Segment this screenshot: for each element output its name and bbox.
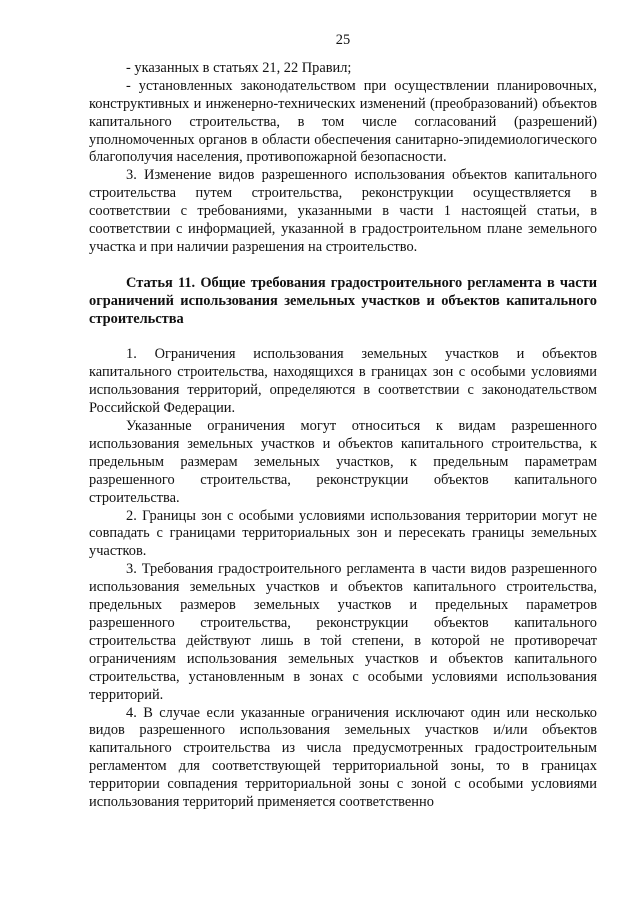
- paragraph-part-1: 1. Ограничения использования земельных участков и объектов капитального строительства, находящихся в границах зон с особыми условиями использования территорий, определяются в соответствии с законодательством Российской Федерации.: [89, 346, 597, 417]
- spacer: [89, 328, 597, 346]
- paragraph-part-3: 3. Изменение видов разрешенного использования объектов капитального строительства путем строительства, реконструкции осуществляется в соответствии с требованиями, указанными в части 1 настоящей статьи, в соответствии с информацией, указанной в градостроительном плане земельного участка и при наличии разрешения на строительство.: [89, 167, 597, 255]
- article-heading: Статья 11. Общие требования градостроительного регламента в части ограничений использования земельных участков и объектов капитального строительства: [89, 274, 597, 327]
- paragraph-part-2: 2. Границы зон с особыми условиями использования территории могут не совпадать с границами территориальных зон и пересекать границы земельных участков.: [89, 507, 597, 560]
- paragraph-list-item-1: - указанных в статьях 21, 22 Правил;: [126, 59, 352, 76]
- spacer: [89, 257, 597, 275]
- paragraph-part-3-regulations: 3. Требования градостроительного регламента в части видов разрешенного использования земельных участков и объектов капитального строительства, предельных размеров земельных участков и предельных параметров разрешенного строительства, реконструкции объектов капитального строительства действуют лишь в той степени, в которой не противоречат ограничениям использования земельных участков и объектов капитального строительства, установленным в зонах с особыми условиями использования территорий.: [89, 561, 597, 703]
- document-page: [89, 32, 597, 812]
- paragraph-part-4: 4. В случае если указанные ограничения исключают один или несколько видов разрешенного использования земельных участков и/или объектов капитального строительства из числа предусмотренных градостроительным регламентом для соответствующей территориальной зоны, то в границах территории совпадения территориальной зоны с зоной с особыми условиями использования территорий применяется соответственно: [89, 704, 597, 811]
- paragraph-list-item-2: - установленных законодательством при осуществлении планировочных, конструктивных и инженерно-технических изменений (преобразований) объектов капитального строительства, в том числе согласований (разрешений) уполномоченных органов в области обеспечения санитарно-эпидемиологического благополучия населения, противопожарной безопасности.: [89, 77, 597, 166]
- page-number: 25: [335, 32, 351, 48]
- paragraph-restrictions: Указанные ограничения могут относиться к видам разрешенного использования земельных участков и объектов капитального строительства, к предельным размерам земельных участков, к предельным параметрам разрешенного строительства, реконструкции объектов капитального строительства.: [89, 418, 597, 506]
